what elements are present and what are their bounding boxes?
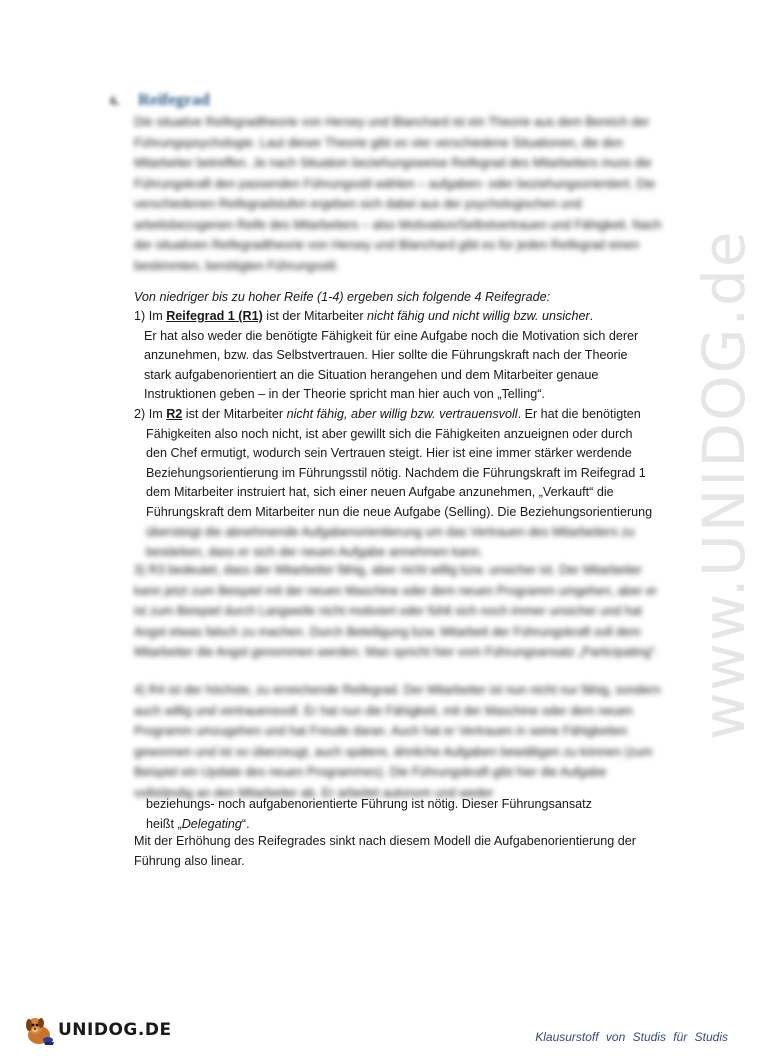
reifegrad-1-item: [134, 307, 674, 405]
footer-slogan: Klausurstoff von Studis für Studis: [535, 1030, 728, 1044]
r4-tail-line: beziehungs- noch aufgabenorientierte Führung ist nötig. Dieser Führungsansatz: [146, 797, 592, 811]
r4-emphasis: Delegating: [181, 816, 242, 831]
intro-paragraph: Die situative Reifegradtheorie von Hersey und Blanchard ist ein Theorie aus dem Bereich der Führungspsychologie. Laut dieser Theorie gibt es vier verschiedene Situationen, die den Mitarbeiter betreffen. Je nach Situation beziehungsweise Reifegrad des Mitarbeiters muss die Führungskraft den passenden Führungsstil wählen – aufgaben- oder beziehungsorientiert. Die verschiedenen Reifegradstufen ergeben sich dabei aus der psychologischen und arbeitsbezogenen Reife des Mitarbeiters – also Motivation/Selbstvertrauen und Fähigkeit. Nach der situativen Reifegradtheorie von Hersey und Blanchard gibt es für jeden Reifegrad einen bestimmten, benötigten Führungsstil.: [134, 115, 662, 273]
r2-line: Fähigkeiten also noch nicht, ist aber gewillt sich die Fähigkeiten anzueignen oder durch: [146, 426, 633, 441]
r2-line: Führungskraft dem Mitarbeiter nun die neue Aufgabe (Selling). Die Beziehungsorientierung: [146, 504, 653, 519]
r2-term: R2: [166, 407, 183, 421]
closing-line: Führung also linear.: [134, 853, 245, 868]
r1-line: Er hat also weder die benötigte Fähigkeit für eine Aufgabe noch die Motivation sich derer: [144, 328, 639, 343]
r2-line: Beziehungsorientierung im Führungsstil nötig. Nachdem die Führungskraft im Reifegrad 1: [146, 465, 646, 480]
r1-term: Reifegrad 1 (R1): [166, 309, 263, 323]
closing-line: Mit der Erhöhung des Reifegrades sinkt nach diesem Modell die Aufgabenorientierung der: [134, 834, 636, 848]
r1-line: anzunehmen, bzw. das Selbstvertrauen. Hier sollte die Führungskraft nach der Theorie: [144, 348, 628, 363]
r4-tail-line: heißt „Delegating“.: [146, 816, 250, 831]
closing-paragraph: [134, 832, 674, 871]
dog-mascot-icon: [22, 1013, 56, 1047]
section-title: Reifegrad: [138, 90, 210, 109]
reifegrad-3-item: 3) R3 bedeutet, dass der Mitarbeiter fähig, aber nicht willig bzw. unsicher ist. Der Mitarbeiter kann jetzt zum Beispiel mit der neuen Maschine oder dem neuen Programm umgehen, aber er ist zum Beispiel durch Langweile nicht motiviert oder fühlt sich noch immer unsicher und hat Angst etwas falsch zu machen. Durch Beteiligung bzw. Mitarbeit der Führungskraft soll dem Mitarbeiter die Angst genommen werden. Man spricht hier vom Führungsansatz „Participating“.: [134, 563, 659, 659]
reifegrad-4-tail: [134, 795, 674, 834]
section-number: 6.: [110, 93, 120, 108]
lead-sentence: Von niedriger bis zu hoher Reife (1-4) ergeben sich folgende 4 Reifegrade:: [134, 290, 551, 304]
r1-first-line: 1) Im Reifegrad 1 (R1) ist der Mitarbeiter nicht fähig und nicht willig bzw. unsicher.: [134, 309, 594, 323]
r2-line: den Chef ermutigt, wodurch sein Vertrauen steigt. Hier ist eine immer stärker werdende: [146, 446, 632, 461]
r1-line: Instruktionen geben – in der Theorie spricht man hier auch von „Telling“.: [144, 387, 545, 402]
r2-first-line: 2) Im R2 ist der Mitarbeiter nicht fähig, aber willig bzw. vertrauensvoll. Er hat die benötigten: [134, 407, 641, 421]
r2-emphasis: nicht fähig, aber willig bzw. vertrauensvoll: [286, 407, 518, 421]
r1-line: stark aufgabenorientiert an die Situation herangehen und dem Mitarbeiter genaue: [144, 367, 599, 382]
logo-text: UNIDOG.DE: [58, 1020, 172, 1040]
r2-blurred-continuation: übersteigt die abnehmende Aufgabenorientierung um das Vertrauen des Mitarbeiters zu bestärken, dass er sich der neuen Aufgabe annehmen kann.: [146, 525, 635, 559]
r2-line: dem Mitarbeiter instruiert hat, sich einer neuen Aufgabe anzunehmen, „Verkauft“ die: [146, 485, 614, 500]
section-heading: [110, 90, 210, 110]
reifegrad-4-item: 4) R4 ist der höchste, zu erreichende Reifegrad. Der Mitarbeiter ist nun nicht nur fähig, sondern auch willig und vertrauensvoll. Er hat nun die Fähigkeit, mit der Maschine oder dem neuen Programm umzugehen und hat Freude daran. Auch hat er Vertrauen in seine Fähigkeiten gewonnen und ist so überzeugt, auch spätere, ähnliche Aufgaben bewältigen zu können (zum Beispiel ein Update des neuen Programmes). Die Führungskraft gibt hier die Aufgabe vollständig an den Mitarbeiter ab. Er arbeitet autonom und weder: [134, 683, 661, 800]
r1-emphasis: nicht fähig und nicht willig bzw. unsicher: [367, 309, 590, 323]
unidog-logo: [22, 1012, 172, 1048]
watermark-text: www.UNIDOG.de: [690, 229, 758, 740]
reifegrad-2-item: [134, 405, 674, 523]
